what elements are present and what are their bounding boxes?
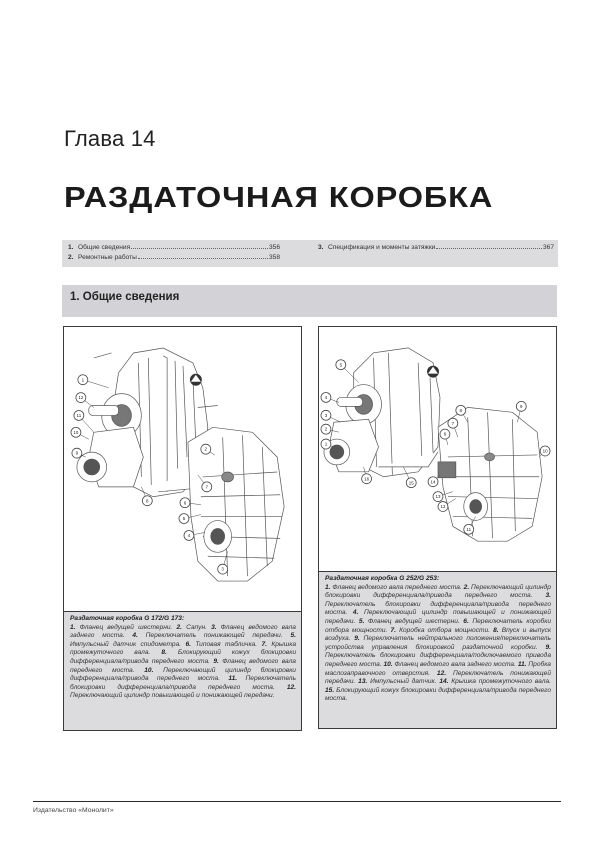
- item-text: Блокирующий кожух блокировки дифференциала/привода переднего моста.: [325, 686, 551, 703]
- svg-text:12: 12: [78, 395, 84, 401]
- svg-text:2: 2: [324, 426, 328, 432]
- figure-transfer-case-g252: [318, 326, 557, 729]
- item-text: Фланец ведомого вала переднего моста.: [332, 583, 462, 591]
- svg-text:5: 5: [339, 362, 343, 368]
- item-number: 12.: [436, 669, 447, 677]
- svg-text:10: 10: [542, 448, 548, 454]
- svg-text:8: 8: [459, 407, 463, 413]
- item-text: Фланец ведущей шестерни.: [368, 617, 460, 625]
- toc-item-number: 3.: [318, 244, 324, 251]
- item-number: 7.: [390, 626, 396, 634]
- svg-text:7: 7: [205, 484, 209, 490]
- svg-text:11: 11: [76, 413, 82, 419]
- item-number: 9.: [545, 643, 551, 651]
- chapter-title: РАЗДАТОЧНАЯ КОРОБКА: [64, 182, 494, 214]
- item-text: Фланец ведомого вала переднего моста.: [70, 657, 296, 674]
- item-text: Переключатель блокировки дифференциала/привода переднего моста.: [70, 675, 296, 691]
- item-text: Переключатель понижающей передачи.: [325, 669, 551, 686]
- item-text: Сапун.: [186, 623, 207, 631]
- item-number: 15.: [325, 686, 335, 694]
- toc-item-number: 1.: [68, 244, 74, 251]
- item-number: 4.: [132, 632, 138, 640]
- svg-text:5: 5: [182, 516, 186, 522]
- item-number: 2.: [176, 623, 183, 631]
- toc-item-number: 2.: [68, 254, 74, 261]
- item-text: Пробка маслозаправочного отверстия.: [325, 660, 551, 677]
- item-number: 8.: [493, 626, 499, 634]
- svg-text:7: 7: [451, 420, 455, 426]
- footer-publisher: Издательство «Монолит»: [33, 807, 114, 814]
- item-text: Типовая табличка.: [195, 640, 258, 648]
- item-text: Крышка промежуточного вала.: [70, 640, 297, 657]
- item-text: Фланец ведущей шестерни.: [79, 623, 173, 631]
- svg-text:16: 16: [364, 476, 370, 482]
- caption-item: [70, 624, 172, 631]
- item-text: Блокирующий кожух блокировки дифференциала/привода переднего моста.: [70, 649, 296, 665]
- caption-item: [391, 627, 490, 634]
- item-text: Крышка промежуточного вала.: [451, 678, 551, 686]
- item-text: Импульсный датчик спидометра.: [70, 640, 182, 648]
- section-title: 1. Общие сведения: [70, 291, 180, 303]
- caption-item: [132, 632, 282, 639]
- svg-text:1: 1: [324, 441, 328, 447]
- svg-text:2: 2: [204, 446, 208, 452]
- item-text: Переключатель коробки отбора мощности.: [325, 617, 552, 634]
- item-number: 1.: [70, 623, 76, 631]
- toc-item-page: 356: [268, 244, 280, 251]
- caption-item: [177, 624, 207, 631]
- item-number: 9.: [213, 657, 219, 665]
- svg-text:3: 3: [324, 412, 328, 418]
- toc-item[interactable]: [68, 253, 280, 263]
- table-of-contents: [62, 240, 558, 267]
- figure-caption: [319, 571, 556, 728]
- transfer-case-illustration: [319, 327, 556, 569]
- toc-leader-dots: [138, 258, 268, 259]
- item-number: 12.: [286, 683, 296, 691]
- item-text: Переключающий цилиндр блокировки дифференциала/привода переднего моста.: [325, 583, 551, 600]
- caption-item: [325, 687, 551, 703]
- svg-text:14: 14: [430, 479, 436, 485]
- item-text: Коробка отбора мощности.: [399, 626, 490, 634]
- item-number: 9.: [354, 635, 360, 643]
- item-text: Переключатель понижающей передачи.: [145, 632, 283, 640]
- chapter-label: Глава 14: [64, 126, 156, 151]
- toc-column-right: [318, 243, 554, 253]
- footer-divider: [33, 801, 561, 802]
- transfer-case-illustration: [64, 327, 301, 609]
- toc-leader-dots: [131, 248, 268, 249]
- svg-text:10: 10: [73, 429, 79, 435]
- toc-column-left: [68, 243, 280, 263]
- svg-text:4: 4: [187, 533, 191, 539]
- item-number: 4.: [352, 609, 359, 617]
- svg-text:9: 9: [520, 403, 523, 409]
- toc-item-page: 358: [268, 254, 280, 261]
- caption-item: [439, 678, 551, 685]
- section-header: [62, 285, 557, 317]
- item-number: 7.: [261, 640, 267, 648]
- svg-text:6: 6: [443, 431, 447, 437]
- item-number: 3.: [211, 623, 217, 631]
- caption-item: [325, 635, 551, 651]
- toc-item-title: Спецификация и моменты затяжки: [328, 244, 436, 251]
- item-number: 11.: [228, 675, 238, 683]
- toc-item-page: 367: [542, 244, 554, 251]
- item-number: 8.: [161, 649, 167, 657]
- item-text: Переключатель блокировки дифференциала/подключаемого привода переднего моста.: [325, 652, 551, 668]
- item-number: 5.: [290, 632, 296, 640]
- item-number: 13.: [358, 678, 368, 686]
- toc-leader-dots: [436, 248, 542, 249]
- item-number: 6.: [463, 617, 469, 625]
- item-number: 10.: [144, 666, 154, 674]
- svg-text:13: 13: [435, 494, 441, 500]
- item-number: 14.: [439, 678, 449, 686]
- figure-caption: [64, 611, 301, 730]
- toc-item[interactable]: [68, 243, 280, 253]
- svg-text:11: 11: [466, 526, 472, 532]
- item-text: Импульсный датчик.: [370, 678, 437, 686]
- svg-text:12: 12: [440, 504, 446, 510]
- item-text: Фланец ведомого вала заднего моста.: [70, 623, 296, 640]
- svg-text:4: 4: [324, 395, 328, 401]
- item-number: 5.: [358, 617, 365, 625]
- item-text: Переключатель блокировки дифференциала/привода переднего моста.: [325, 600, 551, 617]
- svg-text:15: 15: [408, 480, 414, 486]
- item-text: Впуск и выпуск воздуха.: [325, 626, 551, 643]
- toc-item-title: Общие сведения: [78, 244, 131, 251]
- svg-text:3: 3: [221, 566, 224, 572]
- svg-text:9: 9: [75, 450, 79, 456]
- caption-item: [185, 641, 257, 648]
- caption-heading: Раздаточная коробка G 172/G 173:: [70, 615, 185, 622]
- item-text: Фланец ведомого вала заднего моста.: [394, 660, 516, 668]
- item-number: 1.: [325, 583, 331, 591]
- svg-text:8: 8: [146, 498, 149, 504]
- item-text: Переключающий цилиндр повышающей и понижающей передачи.: [325, 609, 551, 625]
- item-text: Переключающий цилиндр блокировки дифференциала/привода переднего моста.: [70, 666, 296, 683]
- caption-item: [384, 661, 516, 668]
- caption-heading: Раздаточная коробка G 252/G 253:: [325, 575, 440, 582]
- item-number: 2.: [463, 583, 470, 591]
- item-text: Переключающий цилиндр повышающей и понижающей передачи.: [70, 692, 275, 700]
- toc-item-title: Ремонтные работы: [78, 254, 137, 261]
- item-number: 6.: [185, 640, 191, 648]
- caption-item: [325, 584, 462, 591]
- item-text: Переключатель нейтрального положения/переключатель устройства управления блокировкой раздаточной коробки.: [325, 635, 551, 651]
- item-number: 3.: [545, 592, 551, 600]
- svg-text:1: 1: [81, 377, 85, 383]
- svg-text:6: 6: [183, 500, 187, 506]
- toc-item[interactable]: [318, 243, 554, 253]
- item-number: 10.: [383, 660, 393, 668]
- figure-transfer-case-g172: [63, 326, 302, 731]
- caption-item: [359, 618, 460, 625]
- item-number: 11.: [517, 660, 527, 668]
- caption-item: [358, 678, 436, 685]
